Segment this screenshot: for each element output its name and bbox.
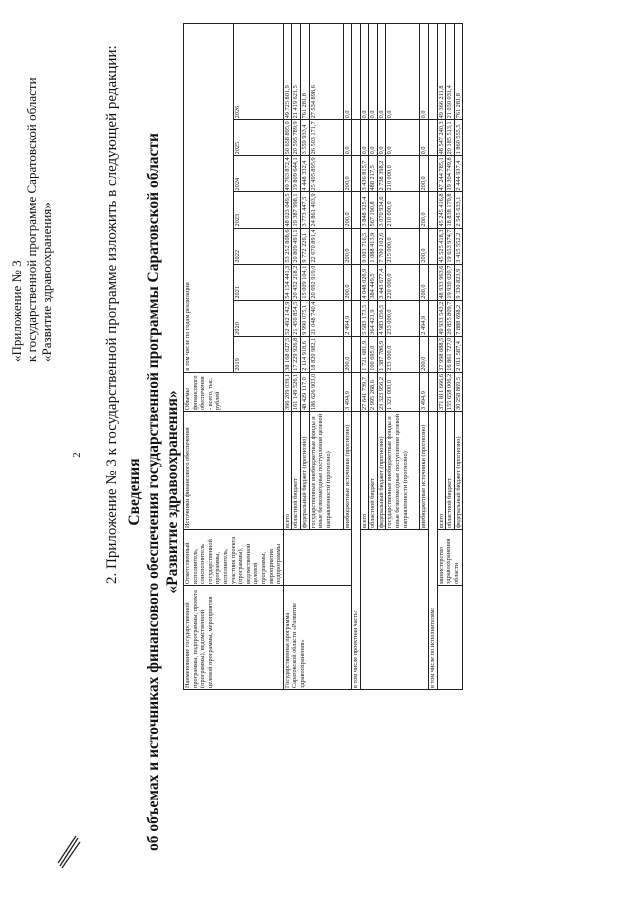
value-cell: 19 653 974,7 xyxy=(446,229,454,263)
appendix-reference xyxy=(9,77,54,362)
value-cell: 200,0 xyxy=(420,156,429,192)
header-year: 2023 xyxy=(233,192,283,228)
empty-cell xyxy=(429,228,438,264)
header-source: Источники финансового обеспечения xyxy=(184,412,284,530)
value-cell: 50 658 895,0 xyxy=(283,121,291,155)
header-total: Объемы финансового обеспечения - всего, тыс. рублей xyxy=(184,372,284,411)
value-cell: 37 998 088,5 xyxy=(437,337,445,371)
value-cell: 20 855 809,7 xyxy=(446,301,454,335)
value-cell: 9 990 075,1 xyxy=(300,300,309,336)
header-year: 2024 xyxy=(233,156,283,192)
value-cell: 25 495 895,9 xyxy=(309,156,343,192)
value-cell: 0,0 xyxy=(360,24,369,120)
value-cell: 15 009 104,1 xyxy=(300,265,308,299)
empty-cell xyxy=(352,372,361,411)
source-cell: государственные внебюджетные фонды и иные безвозмездные поступления целевой направленности (прогнозно) xyxy=(386,412,420,530)
value-cell: 2 494,9 xyxy=(343,300,352,336)
value-cell: 9 772 226,1 xyxy=(300,228,309,264)
project-name-cell xyxy=(360,530,428,690)
header-year: 2019 xyxy=(233,336,283,372)
document-title: Сведения xyxy=(126,458,143,526)
responsible-cell xyxy=(283,530,351,586)
value-cell: 17 229 926,8 xyxy=(292,337,300,371)
value-cell: 2 444 937,4 xyxy=(454,156,463,192)
value-cell: 200,0 xyxy=(343,228,352,264)
value-cell: 384 449,5 xyxy=(369,264,378,300)
value-cell: 7 888 698,2 xyxy=(454,300,463,336)
value-cell: 200,0 xyxy=(420,336,429,372)
empty-cell xyxy=(352,228,361,264)
value-cell: 210 000,0 xyxy=(386,156,420,192)
value-cell: 1 721 681,9 xyxy=(360,336,369,372)
value-cell: 3 070 934,6 xyxy=(377,192,386,228)
financing-table xyxy=(183,23,463,690)
value-cell: 200,0 xyxy=(343,156,352,192)
value-cell: 20 452 218,2 xyxy=(292,265,300,299)
value-cell: 19 930 020,7 xyxy=(446,265,454,299)
value-cell: 24 861 403,9 xyxy=(309,192,343,228)
empty-cell xyxy=(352,336,361,372)
value-cell: 233 000,0 xyxy=(386,300,420,336)
value-cell: 22 670 891,4 xyxy=(309,228,343,264)
header-year: 2025 xyxy=(233,120,283,156)
value-cell: 53 252 808,6 xyxy=(283,229,291,263)
section-row xyxy=(352,24,361,690)
value-cell: 1 860 555,5 xyxy=(454,120,463,156)
value-cell: 0,0 xyxy=(420,24,429,120)
header-responsible: Ответственный исполнитель, соисполнитель государственной программы, исполнитель, участник проекта (программы), ведомственной целевой программы, мероприятия подпрограммы xyxy=(184,530,284,586)
value-cell: 27 641 739,7 xyxy=(360,372,369,411)
value-cell: 2 545 633,1 xyxy=(454,192,463,228)
value-cell: 0,0 xyxy=(386,24,420,120)
value-cell: 364 421,9 xyxy=(369,300,378,336)
value-cell: 48 547 240,3 xyxy=(437,121,445,155)
appendix-line: «Развитие здравоохранения» xyxy=(39,202,54,362)
value-cell: 0,0 xyxy=(386,120,420,156)
value-cell: 49 933 543,2 xyxy=(437,301,445,335)
amendment-heading: 2. Приложение № 3 к государственной программе изложить в следующей редакции: xyxy=(104,45,120,584)
empty-cell xyxy=(429,300,438,336)
value-cell: 45 245 416,8 xyxy=(437,193,445,227)
value-cell: 200,0 xyxy=(420,192,429,228)
value-cell: 2 011 587,4 xyxy=(454,336,463,372)
value-cell: 20 692 919,0 xyxy=(309,264,343,300)
value-cell: 215 000,0 xyxy=(386,228,420,264)
source-cell: государственные внебюджетные фонды и иные безвозмездные поступления целевой направленности (прогнозно) xyxy=(309,412,343,530)
table-row xyxy=(437,24,446,690)
value-cell: 4 048 026,9 xyxy=(360,264,369,300)
value-cell: 488 217,5 xyxy=(369,156,378,192)
value-cell: 1 387 786,9 xyxy=(377,336,386,372)
value-cell: 0,0 xyxy=(360,120,369,156)
source-cell: внебюджетные источники (прогнозно) xyxy=(343,412,352,530)
source-cell: областной бюджет xyxy=(446,412,455,530)
value-cell: 0,0 xyxy=(369,24,378,120)
value-cell: 200,0 xyxy=(343,192,352,228)
value-cell: 0,0 xyxy=(343,120,352,156)
appendix-line: «Приложение № 3 xyxy=(9,260,24,362)
value-cell: 18 820 982,1 xyxy=(309,336,343,372)
empty-cell xyxy=(352,120,361,156)
empty-cell xyxy=(429,372,438,411)
source-cell: областной бюджет xyxy=(369,412,378,530)
source-cell: федеральный бюджет (прогнозно) xyxy=(300,412,309,530)
value-cell: 23 323 956,2 xyxy=(377,372,386,411)
header-year: 2022 xyxy=(233,228,283,264)
value-cell: 396 209 039,1 xyxy=(283,373,291,410)
value-cell: 52 492 142,9 xyxy=(283,301,291,335)
value-cell: 210 000,0 xyxy=(386,192,420,228)
value-cell: 161 149 526,1 xyxy=(292,373,300,410)
source-cell: всего xyxy=(437,412,446,530)
value-cell: 19 387 998,1 xyxy=(292,193,300,227)
value-cell: 2 114 918,6 xyxy=(300,336,309,372)
value-cell: 371 811 666,6 xyxy=(437,374,445,410)
value-cell: 48 023 049,5 xyxy=(283,193,291,227)
value-cell: 27 534 898,6 xyxy=(309,24,343,120)
table-body xyxy=(283,24,463,690)
empty-cell xyxy=(352,264,361,300)
value-cell: 186 626 903,0 xyxy=(309,372,343,411)
empty-cell xyxy=(352,24,361,120)
value-cell: 21 048 740,4 xyxy=(309,300,343,336)
value-cell: 3 436 815,7 xyxy=(360,156,369,192)
value-cell: 48 429 117,0 xyxy=(300,372,309,411)
section-label: в том числе проектная часть: xyxy=(352,412,361,690)
rotated-page xyxy=(0,2,640,902)
header-years-group: в том числе по годам реализации xyxy=(184,24,234,372)
value-cell: 30 258 869,5 xyxy=(454,372,463,411)
value-cell: 19 304 749,8 xyxy=(446,157,454,191)
value-cell: 2 995 268,6 xyxy=(369,372,378,411)
header-year: 2026 xyxy=(233,24,283,120)
empty-cell xyxy=(352,156,361,192)
value-cell: 3 559 933,4 xyxy=(300,120,309,156)
value-cell: 21 450 854,5 xyxy=(292,301,300,335)
value-cell: 3 415 552,2 xyxy=(454,228,463,264)
value-cell: 2 494,9 xyxy=(420,300,429,336)
value-cell: 3 773 447,5 xyxy=(300,192,309,228)
source-cell: внебюджетные источники (прогнозно) xyxy=(420,412,429,530)
value-cell: 200,0 xyxy=(420,264,429,300)
value-cell: 0,0 xyxy=(377,120,386,156)
value-cell: 761 281,8 xyxy=(454,24,463,120)
value-cell: 54 154 441,3 xyxy=(283,265,291,299)
value-cell: 49 763 872,4 xyxy=(283,157,291,191)
value-cell: 49 366 211,8 xyxy=(437,24,446,120)
value-cell: 3 494,9 xyxy=(420,372,429,411)
document-subtitle: об объемах и источниках финансового обеспечения государственной программы Саратовской области xyxy=(145,133,162,851)
section-label: в том числе по исполнителям: xyxy=(429,412,438,690)
source-cell: федеральный бюджет (прогнозно) xyxy=(377,412,386,530)
program-title: «Развитие здравоохранения» xyxy=(164,390,181,594)
empty-cell xyxy=(429,264,438,300)
table-row xyxy=(360,24,369,690)
value-cell: 0,0 xyxy=(369,120,378,156)
value-cell: 100 695,0 xyxy=(369,336,378,372)
value-cell: 9 003 716,5 xyxy=(360,228,369,264)
source-cell: всего xyxy=(360,412,369,530)
value-cell: 0,0 xyxy=(377,24,386,120)
header-year: 2020 xyxy=(233,300,283,336)
source-cell: областной бюджет xyxy=(292,412,301,530)
value-cell: 3 443 677,4 xyxy=(377,264,386,300)
value-cell: 47 244 785,1 xyxy=(437,157,445,191)
table-row xyxy=(283,24,292,690)
value-cell: 16 861 727,0 xyxy=(446,337,454,371)
value-cell: 233 000,0 xyxy=(386,336,420,372)
value-cell: 155 658 006,2 xyxy=(446,373,454,410)
value-cell: 45 525 418,3 xyxy=(437,229,445,263)
empty-cell xyxy=(429,156,438,192)
value-cell: 0,0 xyxy=(343,24,352,120)
program-name-cell: Государственная программа Саратовской области «Развитие здравоохранения» xyxy=(283,586,351,690)
empty-cell xyxy=(352,192,361,228)
value-cell: 3 494,9 xyxy=(343,372,352,411)
value-cell: 761 281,8 xyxy=(300,24,309,120)
value-cell: 2 738 398,2 xyxy=(377,156,386,192)
value-cell: 20 809 491,1 xyxy=(292,229,300,263)
executor-spacer xyxy=(437,586,463,690)
value-cell: 4 448 332,4 xyxy=(300,156,309,192)
value-cell: 9 330 823,9 xyxy=(454,264,463,300)
value-cell: 3 848 325,4 xyxy=(360,192,369,228)
source-cell: федеральный бюджет (прогнозно) xyxy=(454,412,463,530)
value-cell: 567 190,8 xyxy=(369,192,378,228)
value-cell: 200,0 xyxy=(343,336,352,372)
value-cell: 0,0 xyxy=(420,120,429,156)
value-cell: 18 838 179,8 xyxy=(446,193,454,227)
value-cell: 200,0 xyxy=(343,264,352,300)
executor-cell: министерство здравоохранения области xyxy=(437,530,463,586)
value-cell: 48 933 963,6 xyxy=(437,265,445,299)
value-cell: 21 030 031,4 xyxy=(446,24,455,120)
value-cell: 20 185 513,1 xyxy=(446,121,454,155)
empty-cell xyxy=(429,24,438,120)
page-number: 2 xyxy=(70,452,83,458)
section-row xyxy=(429,24,438,690)
value-cell: 7 700 102,6 xyxy=(377,228,386,264)
value-cell: 220 000,0 xyxy=(386,264,420,300)
empty-cell xyxy=(429,336,438,372)
value-cell: 1 088 413,9 xyxy=(369,228,378,264)
header-year: 2021 xyxy=(233,264,283,300)
empty-cell xyxy=(429,192,438,228)
source-cell: всего xyxy=(283,412,292,530)
value-cell: 49 725 801,9 xyxy=(283,24,292,120)
value-cell: 5 583 173,5 xyxy=(360,300,369,336)
empty-cell xyxy=(429,120,438,156)
empty-cell xyxy=(352,300,361,336)
value-cell: 21 419 621,5 xyxy=(292,24,301,120)
value-cell: 20 595 789,9 xyxy=(292,121,300,155)
value-cell: 4 983 056,5 xyxy=(377,300,386,336)
value-cell: 19 809 644,1 xyxy=(292,157,300,191)
value-cell: 1 321 000,0 xyxy=(386,372,420,411)
value-cell: 38 168 027,5 xyxy=(283,337,291,371)
value-cell: 200,0 xyxy=(420,228,429,264)
header-name: Наименование государственной программы, подпрограммы, проекта (программы), ведомственной целевой программы, мероприятия xyxy=(184,586,284,690)
appendix-line: к государственной программе Саратовской области xyxy=(24,77,39,362)
value-cell: 26 503 171,7 xyxy=(309,120,343,156)
